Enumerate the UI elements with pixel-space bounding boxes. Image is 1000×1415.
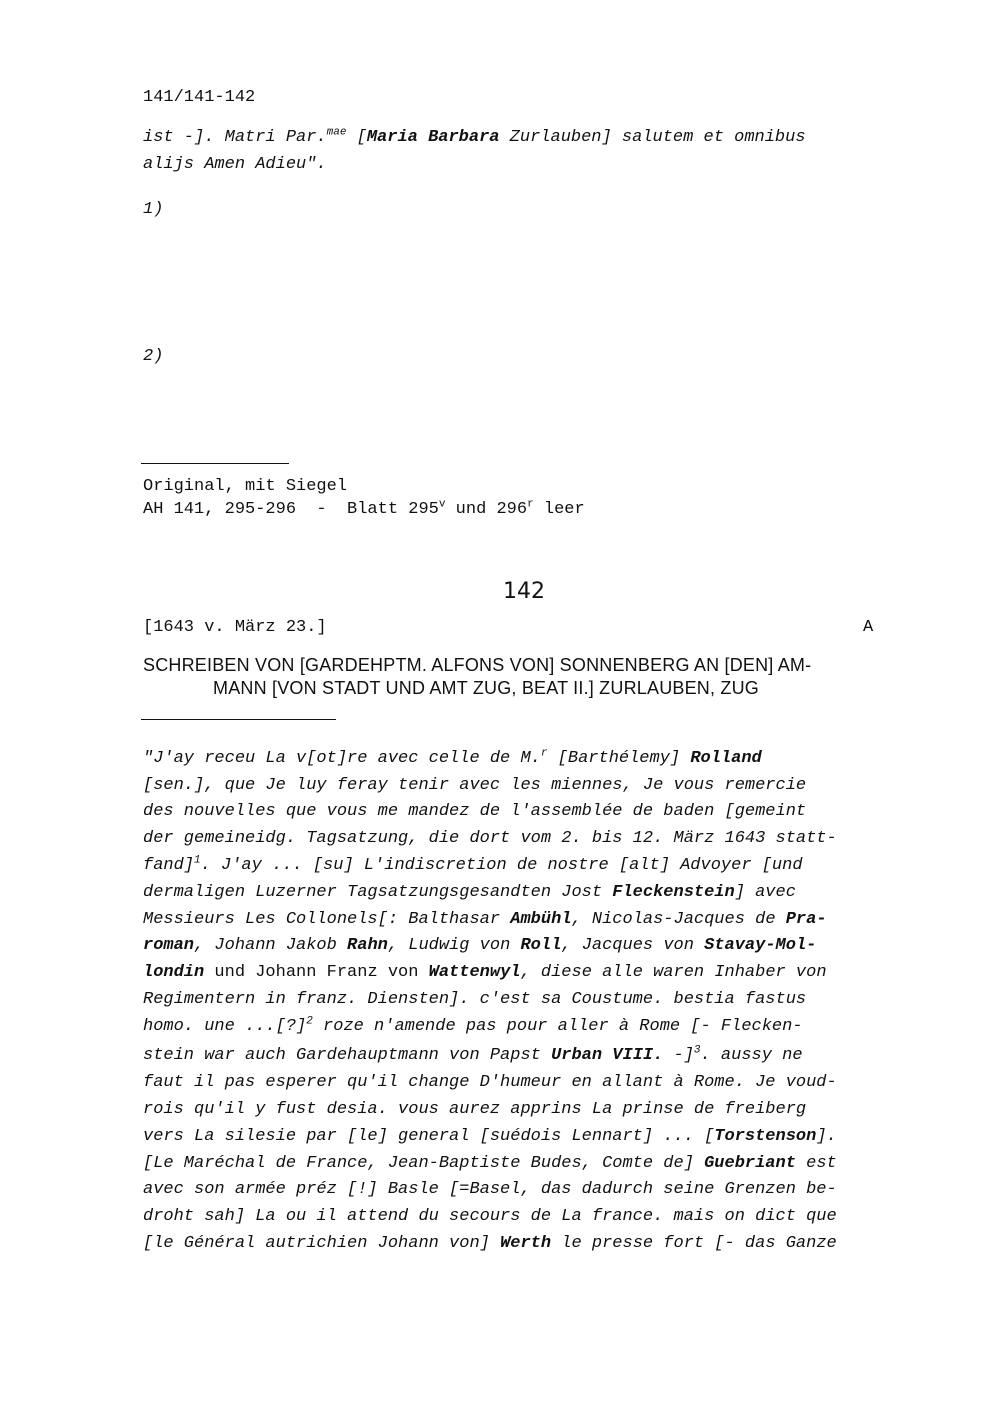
entry-date: [1643 v. März 23.] bbox=[143, 618, 327, 637]
body-line: avec son armée préz [!] Basle [=Basel, das dadurch seine Grenzen be- bbox=[143, 1180, 837, 1199]
body-line: dermaligen Luzerner Tagsatzungsgesandten Jost Fleckenstein] avec bbox=[143, 883, 796, 902]
source-line-1: Original, mit Siegel bbox=[143, 477, 348, 496]
footnote-1-marker: 1) bbox=[143, 200, 164, 219]
prev-letter-line-1: ist -]. Matri Par.$^{mae}$ [Maria Barbara Zurlauben] salutem et omnibus bbox=[143, 126, 806, 147]
body-line: der gemeineidg. Tagsatzung, die dort vom 2. bis 12. März 1643 statt- bbox=[143, 829, 837, 848]
body-line: faut il pas esperer qu'il change D'humeur en allant à Rome. Je voud- bbox=[143, 1073, 837, 1092]
body-line: rois qu'il y fust desia. vous aurez apprins La prinse de freiberg bbox=[143, 1100, 807, 1119]
source-line-2: AH 141, 295-296 - Blatt 295$^v$ und 296$^r$ leer bbox=[143, 498, 585, 519]
body-line: roman, Johann Jakob Rahn, Ludwig von Roll, Jacques von Stavay-Mol- bbox=[143, 936, 817, 955]
page-reference: 141/141-142 bbox=[143, 88, 256, 107]
body-line: droht sah] La ou il attend du secours de La france. mais on dict que bbox=[143, 1207, 837, 1226]
entry-number: 142 bbox=[503, 579, 545, 604]
entry-title-line-1: SCHREIBEN VON [GARDEHPTM. ALFONS VON] SONNENBERG AN [DEN] AM- bbox=[143, 655, 812, 675]
body-line: homo. une ...[?]$^2$ roze n'amende pas pour aller à Rome [- Flecken- bbox=[143, 1015, 803, 1036]
body-line: Messieurs Les Collonels[: Balthasar Ambühl, Nicolas-Jacques de Pra- bbox=[143, 910, 827, 929]
body-line: [sen.], que Je luy feray tenir avec les miennes, Je vous remercie bbox=[143, 776, 807, 795]
body-line: des nouvelles que vous me mandez de l'assemblée de baden [gemeint bbox=[143, 802, 807, 821]
body-line: vers La silesie par [le] general [suédois Lennart] ... [Torstenson]. bbox=[143, 1127, 837, 1146]
entry-title-line-2: MANN [VON STADT UND AMT ZUG, BEAT II.] ZURLAUBEN, ZUG bbox=[213, 678, 759, 698]
body-line: [Le Maréchal de France, Jean-Baptiste Budes, Comte de] Guebriant est bbox=[143, 1154, 837, 1173]
divider-rule bbox=[141, 719, 336, 720]
body-line: londin und Johann Franz von Wattenwyl, diese alle waren Inhaber von bbox=[143, 963, 827, 982]
body-line: "J'ay receu La v[ot]re avec celle de M.$^r$ [Barthélemy] Rolland bbox=[143, 747, 762, 768]
prev-letter-line-2: alijs Amen Adieu". bbox=[143, 155, 327, 174]
body-line: Regimentern in franz. Diensten]. c'est sa Coustume. bestia fastus bbox=[143, 990, 807, 1009]
entry-mark: A bbox=[863, 618, 874, 637]
body-line: fand]$^1$. J'ay ... [su] L'indiscretion de nostre [alt] Advoyer [und bbox=[143, 854, 803, 875]
footnote-2-marker: 2) bbox=[143, 347, 164, 366]
body-line: [le Général autrichien Johann von] Werth le presse fort [- das Ganze bbox=[143, 1234, 837, 1253]
divider-rule bbox=[141, 463, 289, 464]
body-line: stein war auch Gardehauptmann von Papst Urban VIII. -]$^3$. aussy ne bbox=[143, 1044, 803, 1065]
